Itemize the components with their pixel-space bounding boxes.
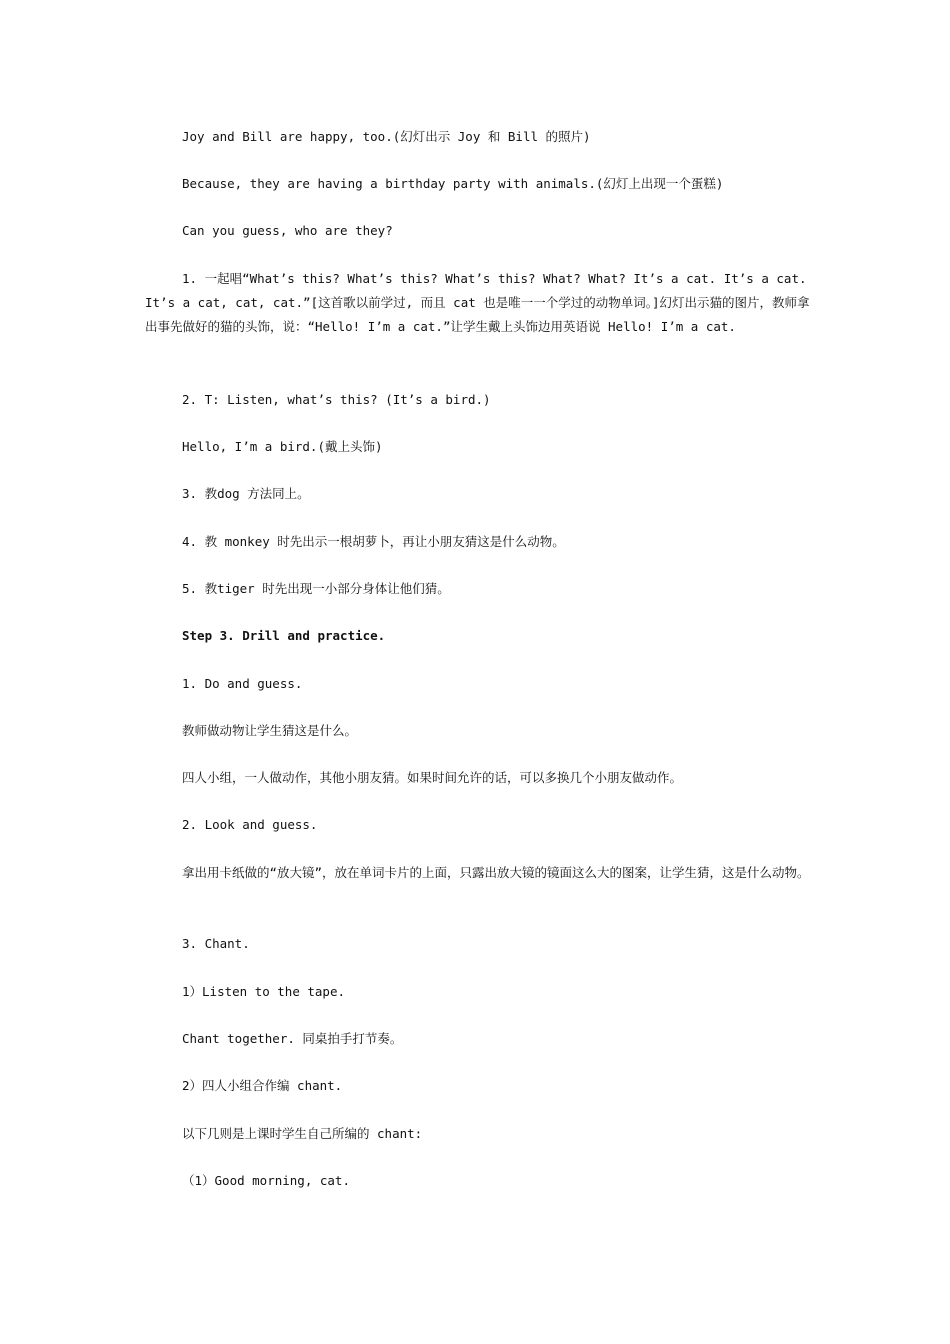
paragraph-chant-together: Chant together. 同桌拍手打节奏。	[182, 1031, 403, 1046]
paragraph-birthday-party: Because, they are having a birthday party with animals.(幻灯上出现一个蛋糕)	[182, 176, 724, 191]
paragraph-look-and-guess: 2. Look and guess.	[182, 817, 318, 832]
paragraph-step-3-dog: 3. 教dog 方法同上。	[182, 486, 310, 501]
paragraph-step-1-cat: 1. 一起唱“What’s this? What’s this? What’s this? What? What? It’s a cat. It’s a cat. It’s a cat, cat, cat.”[这首歌以前学过, 而且 cat 也是唯一一个学过的动物单词。]幻灯出示猫的图片，教师拿出事先做好的猫的头饰，说：“Hello! I’m a cat.”让学生戴上头饰边用英语说 Hello! I’m a cat.	[145, 271, 810, 334]
paragraph-group-of-four: 四人小组，一人做动作，其他小朋友猜。如果时间允许的话，可以多换几个小朋友做动作。	[182, 770, 683, 785]
section-heading-drill: Step 3. Drill and practice.	[182, 628, 386, 643]
paragraph-hello-bird: Hello, I’m a bird.(戴上头饰)	[182, 439, 383, 454]
paragraph-group-chant: 2）四人小组合作编 chant.	[182, 1078, 343, 1093]
paragraph-joy-bill: Joy and Bill are happy, too.(幻灯出示 Joy 和 Bill 的照片)	[182, 129, 591, 144]
paragraph-guess-question: Can you guess, who are they?	[182, 223, 393, 238]
paragraph-listen-tape: 1）Listen to the tape.	[182, 984, 346, 999]
paragraph-student-chants: 以下几则是上课时学生自己所编的 chant:	[182, 1126, 423, 1141]
paragraph-teacher-acts: 教师做动物让学生猜这是什么。	[182, 723, 358, 738]
paragraph-good-morning-cat: （1）Good morning, cat.	[182, 1173, 350, 1188]
paragraph-step-4-monkey: 4. 教 monkey 时先出示一根胡萝卜，再让小朋友猜这是什么动物。	[182, 534, 565, 549]
paragraph-step-2-bird: 2. T: Listen, what’s this? (It’s a bird.)	[182, 392, 491, 407]
paragraph-magnifier: 拿出用卡纸做的“放大镜”，放在单词卡片的上面，只露出放大镜的镜面这么大的图案，让学生猜，这是什么动物。	[182, 865, 810, 880]
paragraph-chant: 3. Chant.	[182, 936, 250, 951]
paragraph-do-and-guess: 1. Do and guess.	[182, 676, 303, 691]
paragraph-step-5-tiger: 5. 教tiger 时先出现一小部分身体让他们猜。	[182, 581, 450, 596]
